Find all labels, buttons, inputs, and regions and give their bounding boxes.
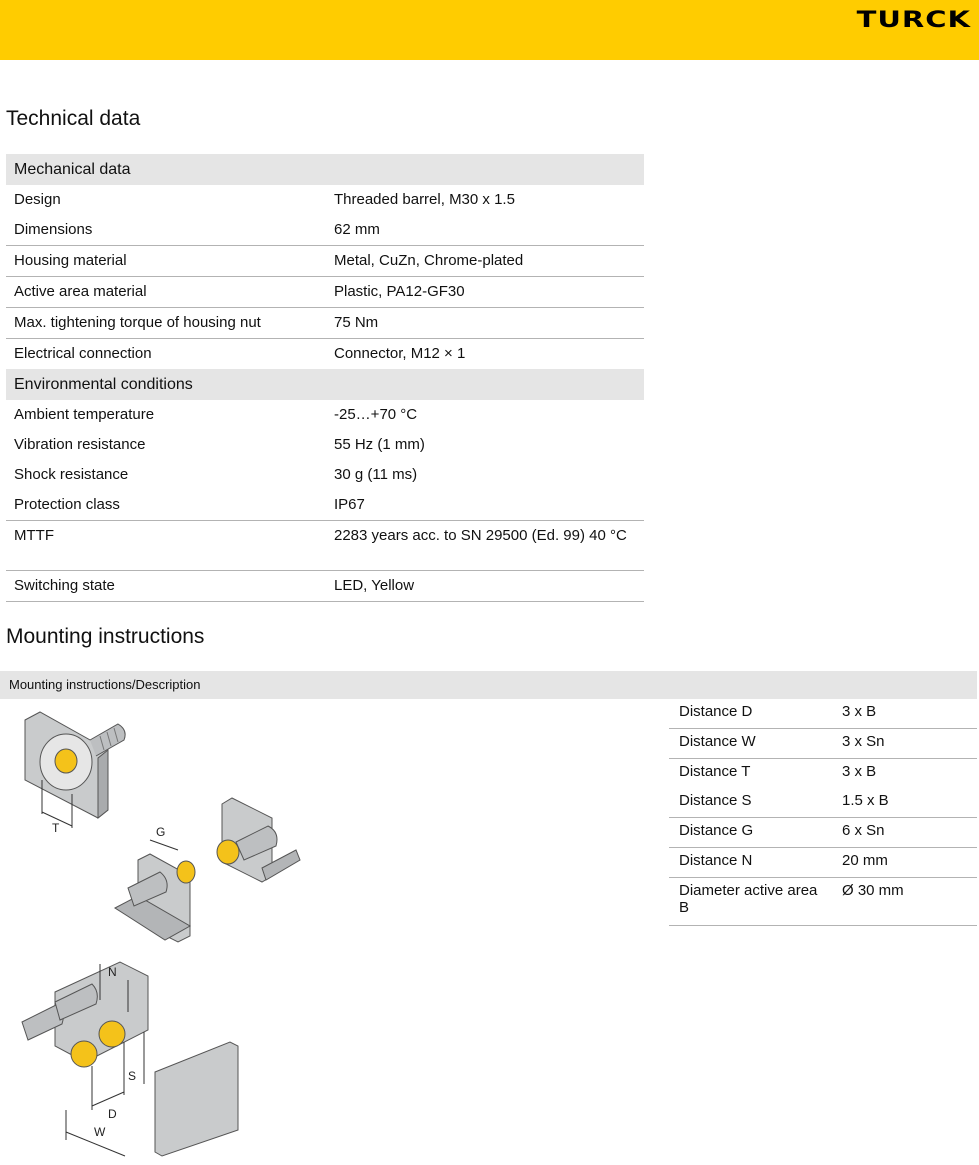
- table-row: [6, 521, 644, 571]
- brand-logo: TURCK: [856, 6, 971, 33]
- mounting-figure-facing: [115, 798, 300, 942]
- mounting-figure-parallel: [22, 962, 238, 1156]
- distance-value: Ø 30 mm: [829, 878, 977, 926]
- mounting-description-bar: [0, 671, 977, 699]
- table-row: [6, 277, 644, 308]
- header-bar: [0, 0, 979, 60]
- table-row: [669, 848, 977, 878]
- row-label: Ambient temperature: [14, 406, 155, 423]
- row-label: Dimensions: [6, 215, 322, 246]
- table-row: [6, 460, 644, 490]
- section-heading: Environmental conditions: [6, 369, 644, 400]
- row-value: LED, Yellow: [322, 571, 644, 602]
- distance-label: Distance T: [679, 763, 751, 780]
- mounting-instructions-title: Mounting instructions: [6, 625, 205, 648]
- mounting-figure-flush: [25, 712, 125, 835]
- row-value: IP67: [322, 490, 644, 521]
- row-value: 55 Hz (1 mm): [334, 436, 425, 453]
- distance-value: 3 x B: [842, 763, 877, 780]
- table-row: [6, 490, 644, 521]
- row-label: Active area material: [6, 277, 322, 308]
- row-label: MTTF: [6, 521, 322, 571]
- table-row: [6, 339, 644, 370]
- distance-value: 3 x B: [829, 699, 977, 729]
- table-row: [6, 215, 644, 246]
- distance-value: 20 mm: [829, 848, 977, 878]
- table-row: [669, 699, 977, 729]
- table-row: [6, 400, 644, 430]
- distance-label: Distance D: [669, 699, 829, 729]
- table-row: [669, 788, 977, 818]
- row-label: Design: [14, 191, 61, 208]
- row-value: 2283 years acc. to SN 29500 (Ed. 99) 40 °C: [322, 521, 644, 571]
- table-row: [6, 308, 644, 339]
- distance-label: Diameter active area B: [669, 878, 829, 926]
- row-value: Metal, CuZn, Chrome-plated: [322, 246, 644, 277]
- label-s: S: [128, 1069, 137, 1083]
- section-header: [6, 369, 644, 400]
- mounting-distance-table: [669, 699, 977, 926]
- table-row: [669, 818, 977, 848]
- table-row: [6, 185, 644, 215]
- row-label: Electrical connection: [14, 345, 152, 362]
- distance-value: 6 x Sn: [829, 818, 977, 848]
- label-g: G: [156, 825, 166, 839]
- row-label: Max. tightening torque of housing nut: [6, 308, 322, 339]
- distance-label: Distance S: [669, 788, 829, 818]
- row-value: -25…+70 °C: [334, 406, 418, 423]
- mounting-description-label: Mounting instructions/Description: [9, 677, 201, 692]
- label-w: W: [94, 1125, 106, 1139]
- technical-data-title: Technical data: [6, 107, 141, 130]
- row-label: Switching state: [6, 571, 322, 602]
- section-heading: Mechanical data: [6, 154, 644, 185]
- row-value: Threaded barrel, M30 x 1.5: [334, 191, 515, 208]
- mounting-diagram: [0, 700, 320, 1160]
- table-row: [6, 246, 644, 277]
- distance-label: Distance G: [669, 818, 829, 848]
- distance-label: Distance N: [669, 848, 829, 878]
- section-header: [6, 154, 644, 185]
- label-t: T: [52, 821, 60, 835]
- row-value: Plastic, PA12-GF30: [322, 277, 644, 308]
- label-d: D: [108, 1107, 117, 1121]
- distance-value: 1.5 x B: [829, 788, 977, 818]
- technical-data-table: [6, 154, 644, 602]
- table-row: [669, 759, 977, 789]
- distance-value: 3 x Sn: [829, 729, 977, 759]
- row-value: Connector, M12 × 1: [334, 345, 466, 362]
- distance-label: Distance W: [669, 729, 829, 759]
- row-value: 30 g (11 ms): [334, 466, 418, 483]
- row-label: Protection class: [6, 490, 322, 521]
- table-row: [6, 430, 644, 460]
- table-row: [6, 571, 644, 602]
- row-label: Shock resistance: [14, 466, 129, 483]
- row-value: 75 Nm: [322, 308, 644, 339]
- row-label: Vibration resistance: [14, 436, 146, 453]
- table-row: [669, 729, 977, 759]
- row-value: 62 mm: [322, 215, 644, 246]
- row-label: Housing material: [6, 246, 322, 277]
- label-n: N: [108, 965, 117, 979]
- table-row: [669, 878, 977, 926]
